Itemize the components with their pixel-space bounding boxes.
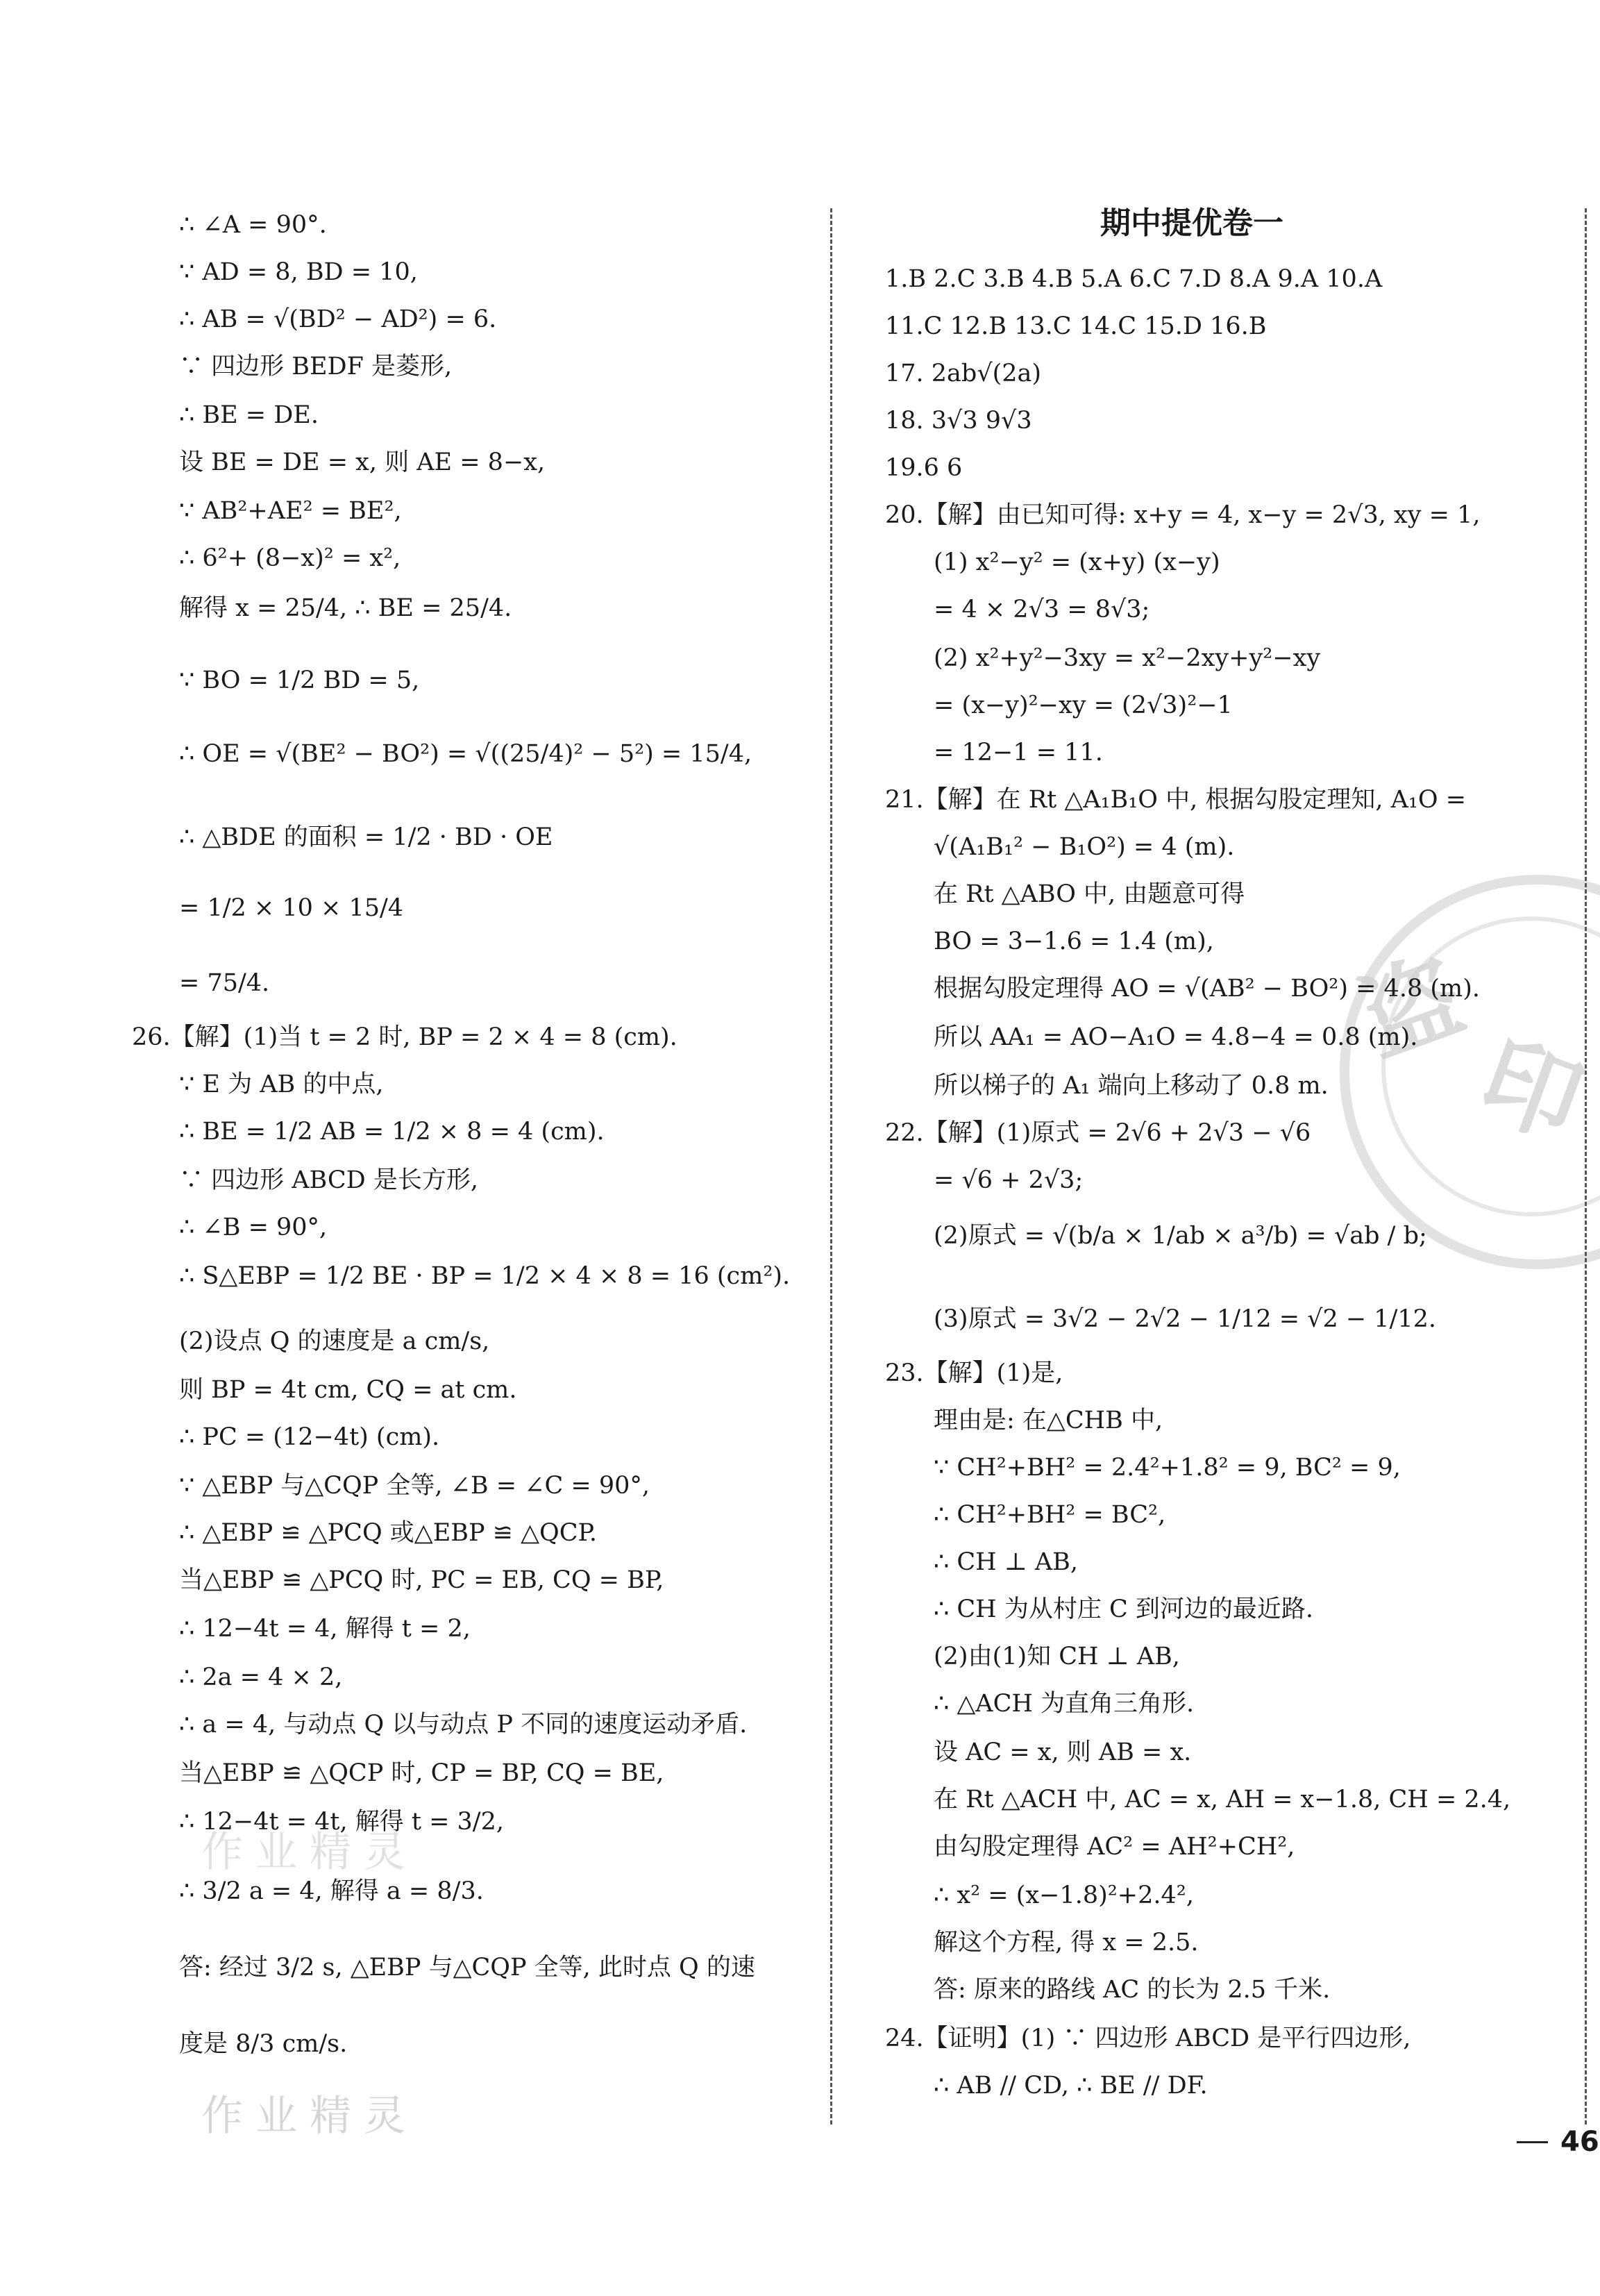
right-line: ∴ CH ⊥ AB,: [934, 1548, 1078, 1576]
left-line: ∵ AB²+AE² = BE²,: [179, 497, 402, 525]
right-line: ∵ CH²+BH² = 2.4²+1.8² = 9, BC² = 9,: [934, 1454, 1401, 1482]
left-line: ∴ 2a = 4 × 2,: [179, 1664, 343, 1691]
right-line: 17. 2ab√(2a): [885, 360, 1042, 387]
right-line: 22.【解】(1)原式 = 2√6 + 2√3 − √6: [885, 1119, 1311, 1147]
right-line: 答: 原来的路线 AC 的长为 2.5 千米.: [934, 1976, 1331, 2004]
left-line: ∴ BE = 1/2 AB = 1/2 × 8 = 4 (cm).: [179, 1118, 605, 1146]
left-line: ∴ AB = √(BD² − AD²) = 6.: [179, 305, 497, 333]
right-line: 根据勾股定理得 AO = √(AB² − BO²) = 4.8 (m).: [934, 975, 1480, 1003]
left-line: ∴ a = 4, 与动点 Q 以与动点 P 不同的速度运动矛盾.: [179, 1711, 748, 1738]
page-number: 46: [1560, 2126, 1599, 2158]
right-line: 在 Rt △ABO 中, 由题意可得: [934, 880, 1245, 908]
left-line: ∵ 四边形 ABCD 是长方形,: [179, 1166, 478, 1194]
right-line: ∴ CH²+BH² = BC²,: [934, 1501, 1166, 1529]
left-line: ∵ 四边形 BEDF 是菱形,: [179, 353, 453, 380]
right-line: = 12−1 = 11.: [934, 739, 1103, 766]
left-line: = 1/2 × 10 × 15/4: [179, 894, 404, 922]
left-line: ∴ 12−4t = 4t, 解得 t = 3/2,: [179, 1808, 504, 1836]
left-line: ∴ S△EBP = 1/2 BE · BP = 1/2 × 4 × 8 = 16 (cm²).: [179, 1262, 791, 1290]
left-line: ∴ ∠A = 90°.: [179, 211, 327, 239]
right-line: = 4 × 2√3 = 8√3;: [934, 596, 1150, 623]
left-line: ∴ BE = DE.: [179, 401, 319, 429]
left-line: ∴ △BDE 的面积 = 1/2 · BD · OE: [179, 823, 553, 851]
left-line: ∴ ∠B = 90°,: [179, 1214, 328, 1241]
left-line: ∵ BO = 1/2 BD = 5,: [179, 667, 420, 694]
right-line: (2)原式 = √(b/a × 1/ab × a³/b) = √ab / b;: [934, 1222, 1427, 1250]
right-line: 21.【解】在 Rt △A₁B₁O 中, 根据勾股定理知, A₁O =: [885, 786, 1467, 814]
right-line: 24.【证明】(1) ∵ 四边形 ABCD 是平行四边形,: [885, 2025, 1411, 2052]
right-line: ∴ x² = (x−1.8)²+2.4²,: [934, 1882, 1194, 1909]
right-line: 设 AC = x, 则 AB = x.: [934, 1738, 1192, 1766]
right-line: 20.【解】由已知可得: x+y = 4, x−y = 2√3, xy = 1,: [885, 501, 1481, 529]
page-number-dash: [1517, 2141, 1548, 2143]
right-line: (3)原式 = 3√2 − 2√2 − 1/12 = √2 − 1/12.: [934, 1305, 1437, 1333]
right-line: 19.6 6: [885, 454, 963, 482]
column-divider-right: [1585, 208, 1587, 2125]
left-line: 解得 x = 25/4, ∴ BE = 25/4.: [179, 594, 512, 622]
right-line: 理由是: 在△CHB 中,: [934, 1407, 1163, 1434]
left-line: ∴ 12−4t = 4, 解得 t = 2,: [179, 1615, 471, 1643]
left-line: 答: 经过 3/2 s, △EBP 与△CQP 全等, 此时点 Q 的速: [179, 1954, 755, 1981]
left-line: (2)设点 Q 的速度是 a cm/s,: [179, 1327, 490, 1355]
right-line: 解这个方程, 得 x = 2.5.: [934, 1929, 1199, 1956]
left-line: 度是 8/3 cm/s.: [179, 2030, 348, 2058]
right-line: 所以 AA₁ = AO−A₁O = 4.8−4 = 0.8 (m).: [934, 1023, 1418, 1051]
column-divider-left: [830, 208, 832, 2125]
left-line: ∵ E 为 AB 的中点,: [179, 1071, 384, 1098]
left-line: 当△EBP ≌ △QCP 时, CP = BP, CQ = BE,: [179, 1759, 664, 1787]
right-line: (2)由(1)知 CH ⊥ AB,: [934, 1643, 1180, 1670]
right-line: ∴ AB // CD, ∴ BE // DF.: [934, 2072, 1208, 2100]
right-line: 所以梯子的 A₁ 端向上移动了 0.8 m.: [934, 1072, 1329, 1100]
left-line: ∵ AD = 8, BD = 10,: [179, 258, 418, 286]
right-line: 由勾股定理得 AC² = AH²+CH²,: [934, 1833, 1295, 1861]
stamp-text-2: 印: [1466, 1021, 1597, 1162]
left-line: = 75/4.: [179, 969, 270, 997]
right-line: (2) x²+y²−3xy = x²−2xy+y²−xy: [934, 644, 1321, 672]
right-line: 18. 3√3 9√3: [885, 407, 1032, 435]
left-line: ∵ △EBP 与△CQP 全等, ∠B = ∠C = 90°,: [179, 1472, 650, 1500]
right-line: ∴ △ACH 为直角三角形.: [934, 1690, 1195, 1718]
left-line: 设 BE = DE = x, 则 AE = 8−x,: [179, 449, 546, 476]
left-line: 当△EBP ≌ △PCQ 时, PC = EB, CQ = BP,: [179, 1566, 664, 1594]
right-line: 11.C 12.B 13.C 14.C 15.D 16.B: [885, 312, 1267, 340]
left-line: 26.【解】(1)当 t = 2 时, BP = 2 × 4 = 8 (cm).: [132, 1023, 677, 1051]
section-heading: 期中提优卷一: [1100, 206, 1283, 241]
watermark-text-1: 作业精灵: [201, 1828, 418, 1877]
left-line: 则 BP = 4t cm, CQ = at cm.: [179, 1376, 517, 1404]
right-line: BO = 3−1.6 = 1.4 (m),: [934, 928, 1214, 955]
right-line: ∴ CH 为从村庄 C 到河边的最近路.: [934, 1595, 1313, 1623]
right-line: 在 Rt △ACH 中, AC = x, AH = x−1.8, CH = 2.4,: [934, 1786, 1511, 1813]
left-line: ∴ PC = (12−4t) (cm).: [179, 1423, 440, 1451]
right-line: = √6 + 2√3;: [934, 1166, 1084, 1194]
right-line: 23.【解】(1)是,: [885, 1359, 1063, 1387]
right-line: = (x−y)²−xy = (2√3)²−1: [934, 692, 1233, 719]
stamp-text-1: 盗: [1347, 938, 1477, 1078]
left-line: ∴ 6²+ (8−x)² = x²,: [179, 544, 401, 572]
watermark-text-2: 作业精灵: [201, 2092, 418, 2140]
right-line: (1) x²−y² = (x+y) (x−y): [934, 548, 1220, 576]
left-line: ∴ OE = √(BE² − BO²) = √((25/4)² − 5²) = 15/4,: [179, 740, 752, 768]
left-line: ∴ △EBP ≌ △PCQ 或△EBP ≌ △QCP.: [179, 1519, 598, 1547]
left-line: ∴ 3/2 a = 4, 解得 a = 8/3.: [179, 1877, 484, 1905]
right-line: √(A₁B₁² − B₁O²) = 4 (m).: [934, 833, 1235, 861]
right-line: 1.B 2.C 3.B 4.B 5.A 6.C 7.D 8.A 9.A 10.A: [885, 265, 1383, 293]
